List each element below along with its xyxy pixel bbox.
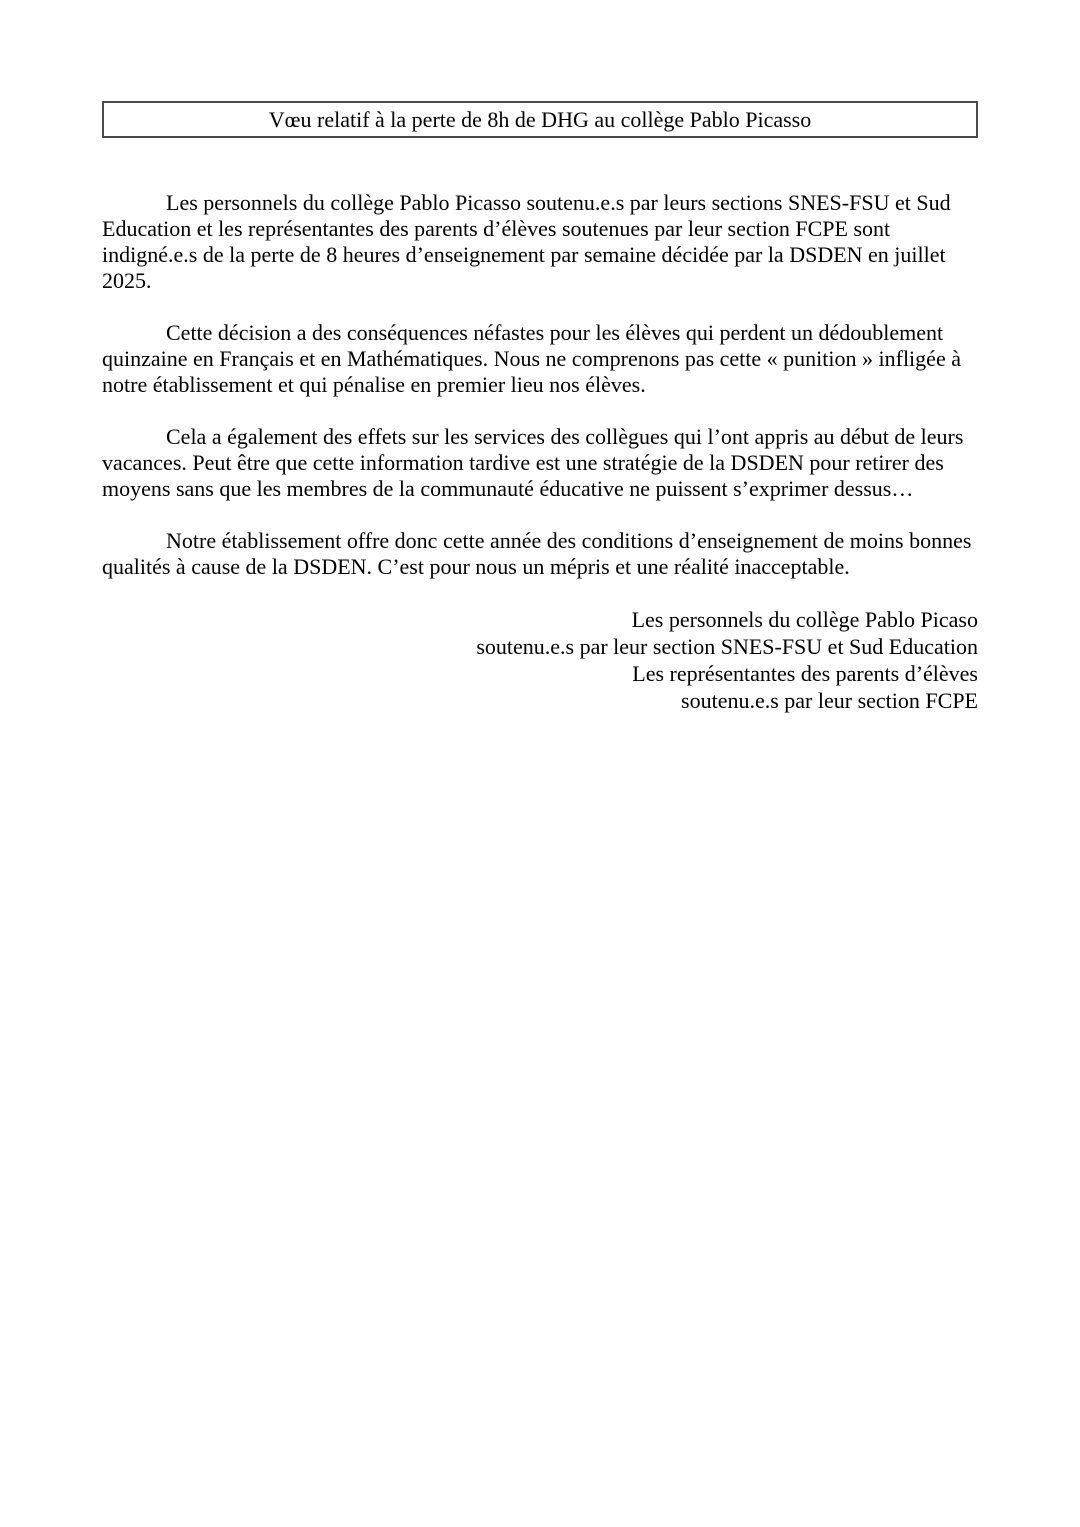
paragraph-3: Cela a également des effets sur les services des collègues qui l’ont appris au début de leurs vacances. Peut être que cette information tardive est une stratégie de la DSDEN pour retirer des moyens sans que les membres de la communauté éducative ne puissent s’exprimer dessus… (102, 424, 964, 501)
paragraph-1: Les personnels du collège Pablo Picasso soutenu.e.s par leurs sections SNES-FSU et Sud Education et les représentantes des parents d’élèves soutenues par leur section FCPE sont indigné.e.s de la perte de 8 heures d’enseignement par semaine décidée par la DSDEN en juillet 2025. (102, 190, 951, 293)
signature-line-1: Les personnels du collège Pablo Picaso (631, 607, 978, 632)
signature-block (102, 606, 978, 714)
signature-line-2: soutenu.e.s par leur section SNES-FSU et Sud Education (476, 634, 978, 659)
document-title: Vœu relatif à la perte de 8h de DHG au collège Pablo Picasso (268, 106, 812, 132)
signature-line-3: Les représentantes des parents d’élèves (632, 661, 978, 686)
signature-line-4: soutenu.e.s par leur section FCPE (681, 688, 978, 713)
paragraph-2: Cette décision a des conséquences néfastes pour les élèves qui perdent un dédoublement quinzaine en Français et en Mathématiques. Nous ne comprenons pas cette « punition » infligée à notre établissement et qui pénalise en premier lieu nos élèves. (102, 320, 961, 397)
title-box (102, 101, 978, 138)
paragraph-4: Notre établissement offre donc cette année des conditions d’enseignement de moins bonnes qualités à cause de la DSDEN. C’est pour nous un mépris et une réalité inacceptable. (102, 528, 972, 579)
document-body (102, 190, 978, 580)
